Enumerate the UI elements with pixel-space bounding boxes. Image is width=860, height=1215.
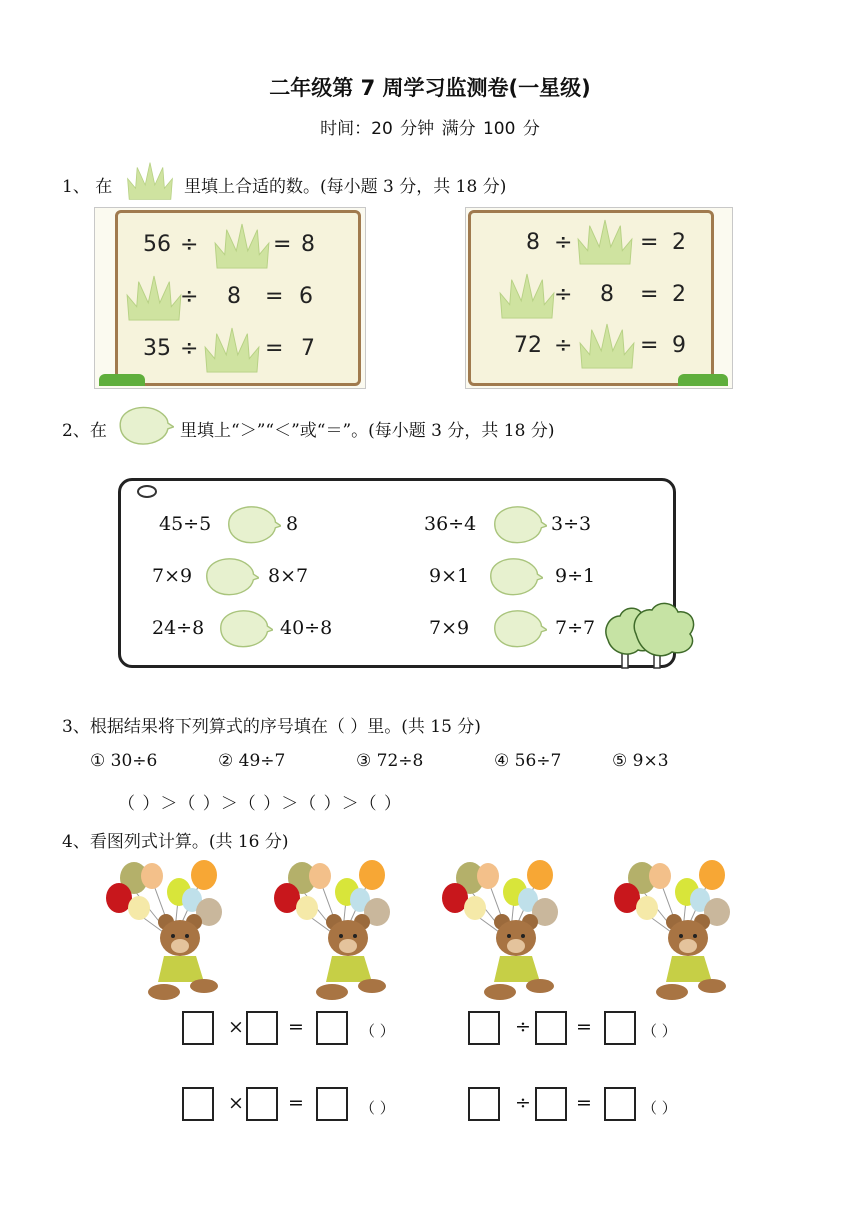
right-row3-op: ÷ (554, 333, 573, 358)
left-row1-eq: = (273, 232, 292, 257)
cmp5-right: 40÷8 (280, 617, 333, 639)
row2-unit-blank-2[interactable]: （ ） (642, 1099, 677, 1117)
q2-prefix: 2、在 (62, 421, 107, 441)
row1-unit-blank[interactable]: （ ） (360, 1022, 395, 1040)
q3-option-3: ③ 72÷8 (356, 751, 424, 771)
answer-box[interactable] (246, 1011, 278, 1045)
right-row2-b: 8 (600, 282, 614, 307)
leaf-blank-icon[interactable] (491, 607, 547, 649)
leaf-icon (116, 404, 174, 446)
leaf-blank-icon[interactable] (203, 555, 259, 597)
answer-box[interactable] (468, 1011, 500, 1045)
q3-option-1: ① 30÷6 (90, 751, 158, 771)
cmp3-left: 7×9 (152, 565, 193, 587)
row1-eq1: = (288, 1016, 304, 1038)
answer-box[interactable] (316, 1087, 348, 1121)
cmp2-right: 3÷3 (551, 513, 592, 535)
grass-blank-icon[interactable] (578, 322, 636, 370)
right-row1-op: ÷ (554, 230, 573, 255)
answer-box[interactable] (604, 1087, 636, 1121)
left-row2-b: 8 (227, 284, 241, 309)
cmp4-right: 9÷1 (555, 565, 596, 587)
q2-frame (118, 478, 676, 668)
q1-left-board (94, 207, 366, 389)
cmp6-left: 7×9 (429, 617, 470, 639)
row1-op1: × (228, 1016, 244, 1038)
row2-eq1: = (288, 1092, 304, 1114)
row1-unit-blank-2[interactable]: （ ） (642, 1022, 677, 1040)
answer-box[interactable] (316, 1011, 348, 1045)
q3-option-4: ④ 56÷7 (494, 751, 562, 771)
bear-balloons-image (440, 860, 570, 1005)
row2-op2: ÷ (515, 1092, 531, 1114)
left-row2-eq: = (265, 284, 284, 309)
right-row3-a: 72 (514, 333, 542, 358)
answer-box[interactable] (468, 1087, 500, 1121)
right-row1-eq: = (640, 230, 659, 255)
q3-option-2: ② 49÷7 (218, 751, 286, 771)
cmp1-right: 8 (286, 513, 299, 535)
cmp5-left: 24÷8 (152, 617, 205, 639)
answer-box[interactable] (535, 1011, 567, 1045)
grass-tuft (99, 374, 145, 386)
grass-blank-icon[interactable] (213, 222, 271, 270)
bear-balloons-image (612, 860, 742, 1005)
cmp2-left: 36÷4 (424, 513, 477, 535)
right-row3-eq: = (640, 333, 659, 358)
left-row2-op: ÷ (180, 284, 199, 309)
left-row1-op: ÷ (180, 232, 199, 257)
cmp6-right: 7÷7 (555, 617, 596, 639)
bear-balloons-image (104, 860, 234, 1005)
right-row3-c: 9 (672, 333, 686, 358)
grass-icon (126, 160, 174, 202)
left-row3-c: 7 (301, 336, 315, 361)
right-row2-eq: = (640, 282, 659, 307)
left-row1-c: 8 (301, 232, 315, 257)
q1-prefix: 1、 在 (62, 177, 113, 197)
right-row2-op: ÷ (554, 282, 573, 307)
grass-tuft (678, 374, 728, 386)
row2-unit-blank[interactable]: （ ） (360, 1099, 395, 1117)
grass-blank-icon[interactable] (576, 218, 634, 266)
left-row1-a: 56 (143, 232, 171, 257)
q1-instruction: 里填上合适的数。(每小题 3 分，共 18 分) (184, 177, 507, 197)
leaf-blank-icon[interactable] (217, 607, 273, 649)
right-row1-a: 8 (526, 230, 540, 255)
cmp4-left: 9×1 (429, 565, 470, 587)
snail-icon (137, 485, 157, 498)
q1-right-board (465, 207, 733, 389)
row1-op2: ÷ (515, 1016, 531, 1038)
leaf-blank-icon[interactable] (491, 503, 547, 545)
right-row1-c: 2 (672, 230, 686, 255)
q3-option-5: ⑤ 9×3 (612, 751, 669, 771)
answer-box[interactable] (604, 1011, 636, 1045)
bear-balloons-image (272, 860, 402, 1005)
q3-instruction: 3、根据结果将下列算式的序号填在（ ）里。(共 15 分) (62, 717, 481, 737)
left-row3-op: ÷ (180, 336, 199, 361)
cmp3-right: 8×7 (268, 565, 309, 587)
answer-box[interactable] (182, 1087, 214, 1121)
grass-blank-icon[interactable] (125, 274, 183, 322)
row1-eq2: = (576, 1016, 592, 1038)
grass-blank-icon[interactable] (203, 326, 261, 374)
left-row3-a: 35 (143, 336, 171, 361)
page-title: 二年级第 7 周学习监测卷(一星级) (269, 76, 591, 100)
tree-icon (602, 600, 702, 670)
cmp1-left: 45÷5 (159, 513, 212, 535)
q2-instruction: 里填上“＞”“＜”或“＝”。(每小题 3 分，共 18 分) (180, 421, 555, 441)
leaf-blank-icon[interactable] (225, 503, 281, 545)
grass-blank-icon[interactable] (498, 272, 556, 320)
row2-op1: × (228, 1092, 244, 1114)
right-row2-c: 2 (672, 282, 686, 307)
row2-eq2: = (576, 1092, 592, 1114)
q3-order-blanks[interactable]: （ ）＞（ ）＞（ ）＞（ ）＞（ ） (118, 794, 403, 814)
answer-box[interactable] (182, 1011, 214, 1045)
left-row3-eq: = (265, 336, 284, 361)
page-subtitle: 时间：20 分钟 满分 100 分 (320, 119, 540, 139)
answer-box[interactable] (246, 1087, 278, 1121)
q4-instruction: 4、看图列式计算。(共 16 分) (62, 832, 289, 852)
left-row2-c: 6 (299, 284, 313, 309)
answer-box[interactable] (535, 1087, 567, 1121)
leaf-blank-icon[interactable] (487, 555, 543, 597)
